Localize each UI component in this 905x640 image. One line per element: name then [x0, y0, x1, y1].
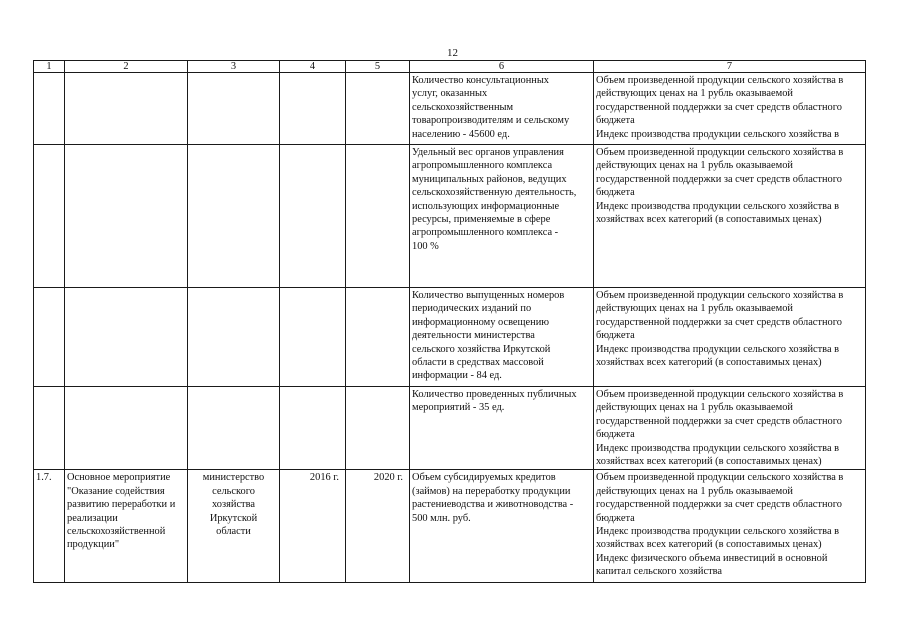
- cell-result: Количество выпущенных номеров периодических изданий по информационному освещению деятельности министерства сельского хозяйства Иркутской области в средствах массовой информации - 84 ед.: [410, 288, 594, 387]
- header-col-7: 7: [594, 61, 866, 73]
- cell-executor: [188, 73, 280, 145]
- header-row: [34, 61, 866, 73]
- cell-number: [34, 288, 65, 387]
- table-row: [34, 73, 866, 145]
- cell-indicators: Объем произведенной продукции сельского хозяйства в действующих ценах на 1 рубль оказываемой государственной поддержки за счет средств областного бюджета Индекс производства продукции сельского хозяйства в хозяйствах всех категорий (в сопоставимых ценах) Индекс физического объема инвестиций в основной капитал сельского хозяйства: [594, 470, 866, 583]
- cell-end-year: [346, 288, 410, 387]
- cell-activity: [65, 73, 188, 145]
- cell-end-year: [346, 145, 410, 288]
- header-col-6: 6: [410, 61, 594, 73]
- table-row: [34, 145, 866, 288]
- cell-start-year: [280, 73, 346, 145]
- table-row: [34, 288, 866, 387]
- cell-result: Удельный вес органов управления агропромышленного комплекса муниципальных районов, ведущих сельскохозяйственную деятельность, использующих информационные ресурсы, применяемые в сфере агропромышленного комплекса - 100 %: [410, 145, 594, 288]
- cell-number: [34, 145, 65, 288]
- cell-executor: министерство сельского хозяйства Иркутской области: [188, 470, 280, 583]
- header-col-3: 3: [188, 61, 280, 73]
- cell-indicators: Объем произведенной продукции сельского хозяйства в действующих ценах на 1 рубль оказываемой государственной поддержки за счет средств областного бюджета Индекс производства продукции сельского хозяйства в хозяйствах всех категорий (в сопоставимых ценах): [594, 288, 866, 387]
- table-row: [34, 470, 866, 583]
- cell-indicators: Объем произведенной продукции сельского хозяйства в действующих ценах на 1 рубль оказываемой государственной поддержки за счет средств областного бюджета Индекс производства продукции сельского хозяйства в: [594, 73, 866, 145]
- cell-executor: [188, 145, 280, 288]
- cell-start-year: [280, 387, 346, 470]
- table-row: [34, 387, 866, 470]
- cell-number: 1.7.: [34, 470, 65, 583]
- header-col-2: 2: [65, 61, 188, 73]
- cell-activity: [65, 288, 188, 387]
- page-number: 12: [447, 47, 458, 59]
- cell-executor: [188, 387, 280, 470]
- cell-number: [34, 387, 65, 470]
- cell-end-year: [346, 387, 410, 470]
- cell-activity: Основное мероприятие "Оказание содействия развитию переработки и реализации сельскохозяйственной продукции": [65, 470, 188, 583]
- cell-result: Объем субсидируемых кредитов (займов) на переработку продукции растениеводства и животноводства - 500 млн. руб.: [410, 470, 594, 583]
- cell-start-year: [280, 288, 346, 387]
- cell-start-year: 2016 г.: [280, 470, 346, 583]
- header-col-5: 5: [346, 61, 410, 73]
- cell-activity: [65, 387, 188, 470]
- header-col-1: 1: [34, 61, 65, 73]
- header-col-4: 4: [280, 61, 346, 73]
- cell-end-year: [346, 73, 410, 145]
- cell-executor: [188, 288, 280, 387]
- cell-number: [34, 73, 65, 145]
- cell-start-year: [280, 145, 346, 288]
- cell-indicators: Объем произведенной продукции сельского хозяйства в действующих ценах на 1 рубль оказываемой государственной поддержки за счет средств областного бюджета Индекс производства продукции сельского хозяйства в хозяйствах всех категорий (в сопоставимых ценах): [594, 387, 866, 470]
- cell-result: Количество консультационных услуг, оказанных сельскохозяйственным товаропроизводителям и сельскому населению - 45600 ед.: [410, 73, 594, 145]
- cell-result: Количество проведенных публичных мероприятий - 35 ед.: [410, 387, 594, 470]
- program-table: [33, 60, 866, 583]
- cell-end-year: 2020 г.: [346, 470, 410, 583]
- cell-activity: [65, 145, 188, 288]
- cell-indicators: Объем произведенной продукции сельского хозяйства в действующих ценах на 1 рубль оказываемой государственной поддержки за счет средств областного бюджета Индекс производства продукции сельского хозяйства в хозяйствах всех категорий (в сопоставимых ценах): [594, 145, 866, 288]
